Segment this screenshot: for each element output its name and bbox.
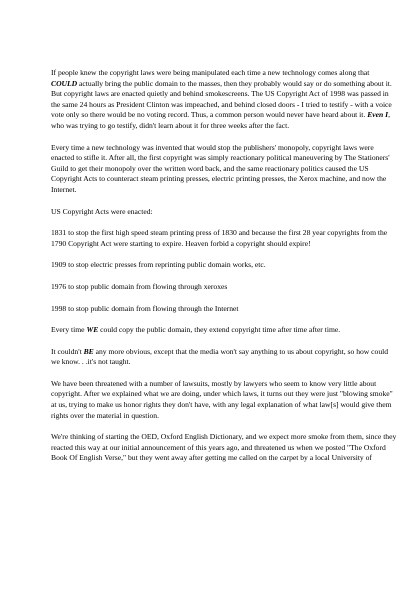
text-run: It couldn't xyxy=(51,346,84,356)
text-run: actually bring the public domain to the masses, then they probably would say or do something about it. But copyright laws are enacted quietly and behind smokescreens. The US Copyright Act of 1998 was passed in the same 24 hours as President Clinton was impeached, and behind closed doors - I tried to testify - with a voice vote only so there would be no voting record. Thus, a common person would never have heard about it. xyxy=(51,78,392,120)
paragraph xyxy=(51,143,397,196)
text-run: any more obvious, except that the media won't say anything to us about copyright, so how could we know. . .it's not taught. xyxy=(51,346,389,367)
text-run: We have been threatened with a number of lawsuits, mostly by lawyers who seem to know very little about copyright. After we explained what we are doing, under which laws, it turns out they were just "blowing smoke" at us, trying to make us honor rights they don't have, with any legal explanation of what law[s] would give them rights over the material in question. xyxy=(51,378,393,420)
paragraph xyxy=(51,432,397,464)
text-run: 1909 to stop electric presses from reprinting public domain works, etc. xyxy=(51,260,266,270)
text-run: 1831 to stop the first high speed steam printing press of 1830 and because the first 28 year copyrights from the 1790 Copyright Act were starting to expire. Heaven forbid a copyright should expire! xyxy=(51,228,388,248)
paragraph xyxy=(51,325,397,336)
paragraph xyxy=(51,379,397,421)
text-run: If people knew the copyright laws were being manipulated each time a new technology comes along that xyxy=(51,68,370,77)
emphasized-text: COULD xyxy=(51,78,78,88)
text-run: , who was trying to go testify, didn't learn about it for three weeks after the fact. xyxy=(51,110,390,130)
text-run: Every time a new technology was invented that would stop the publishers' monopoly, copyright laws were enacted to stifle it. After all, the first copyright was simply reactionary political maneuvering by The Stationers' Guild to get their monopoly over the written word back, and the same reactionary politics caused the US Copyright Acts to counteract steam printing presses, electric printing presses, the Xerox machine, and now the Internet. xyxy=(51,142,390,194)
text-run: We're thinking of starting the OED, Oxford English Dictionary, and we expect more smoke from them, since they reacted this way at our initial announcement of this years ago, and threatened us when we posted "The Oxford Book Of English Verse," but they went away after getting me called on the carpet by a local University of xyxy=(51,432,397,463)
document-text xyxy=(51,68,397,475)
paragraph xyxy=(51,282,397,293)
emphasized-text: BE xyxy=(83,346,94,356)
text-run: US Copyright Acts were enacted: xyxy=(51,206,153,216)
paragraph xyxy=(51,260,397,271)
text-run: could copy the public domain, they extend copyright time after time after time. xyxy=(98,325,341,335)
paragraph xyxy=(51,68,397,132)
text-run: 1998 to stop public domain from flowing through the Internet xyxy=(51,303,239,313)
paragraph xyxy=(51,304,397,315)
paragraph xyxy=(51,228,397,249)
emphasized-text: Even I xyxy=(367,110,389,120)
emphasized-text: WE xyxy=(86,325,99,335)
text-run: Every time xyxy=(51,325,87,335)
paragraph xyxy=(51,347,397,368)
text-run: 1976 to stop public domain from flowing through xeroxes xyxy=(51,281,228,291)
paragraph xyxy=(51,207,397,218)
